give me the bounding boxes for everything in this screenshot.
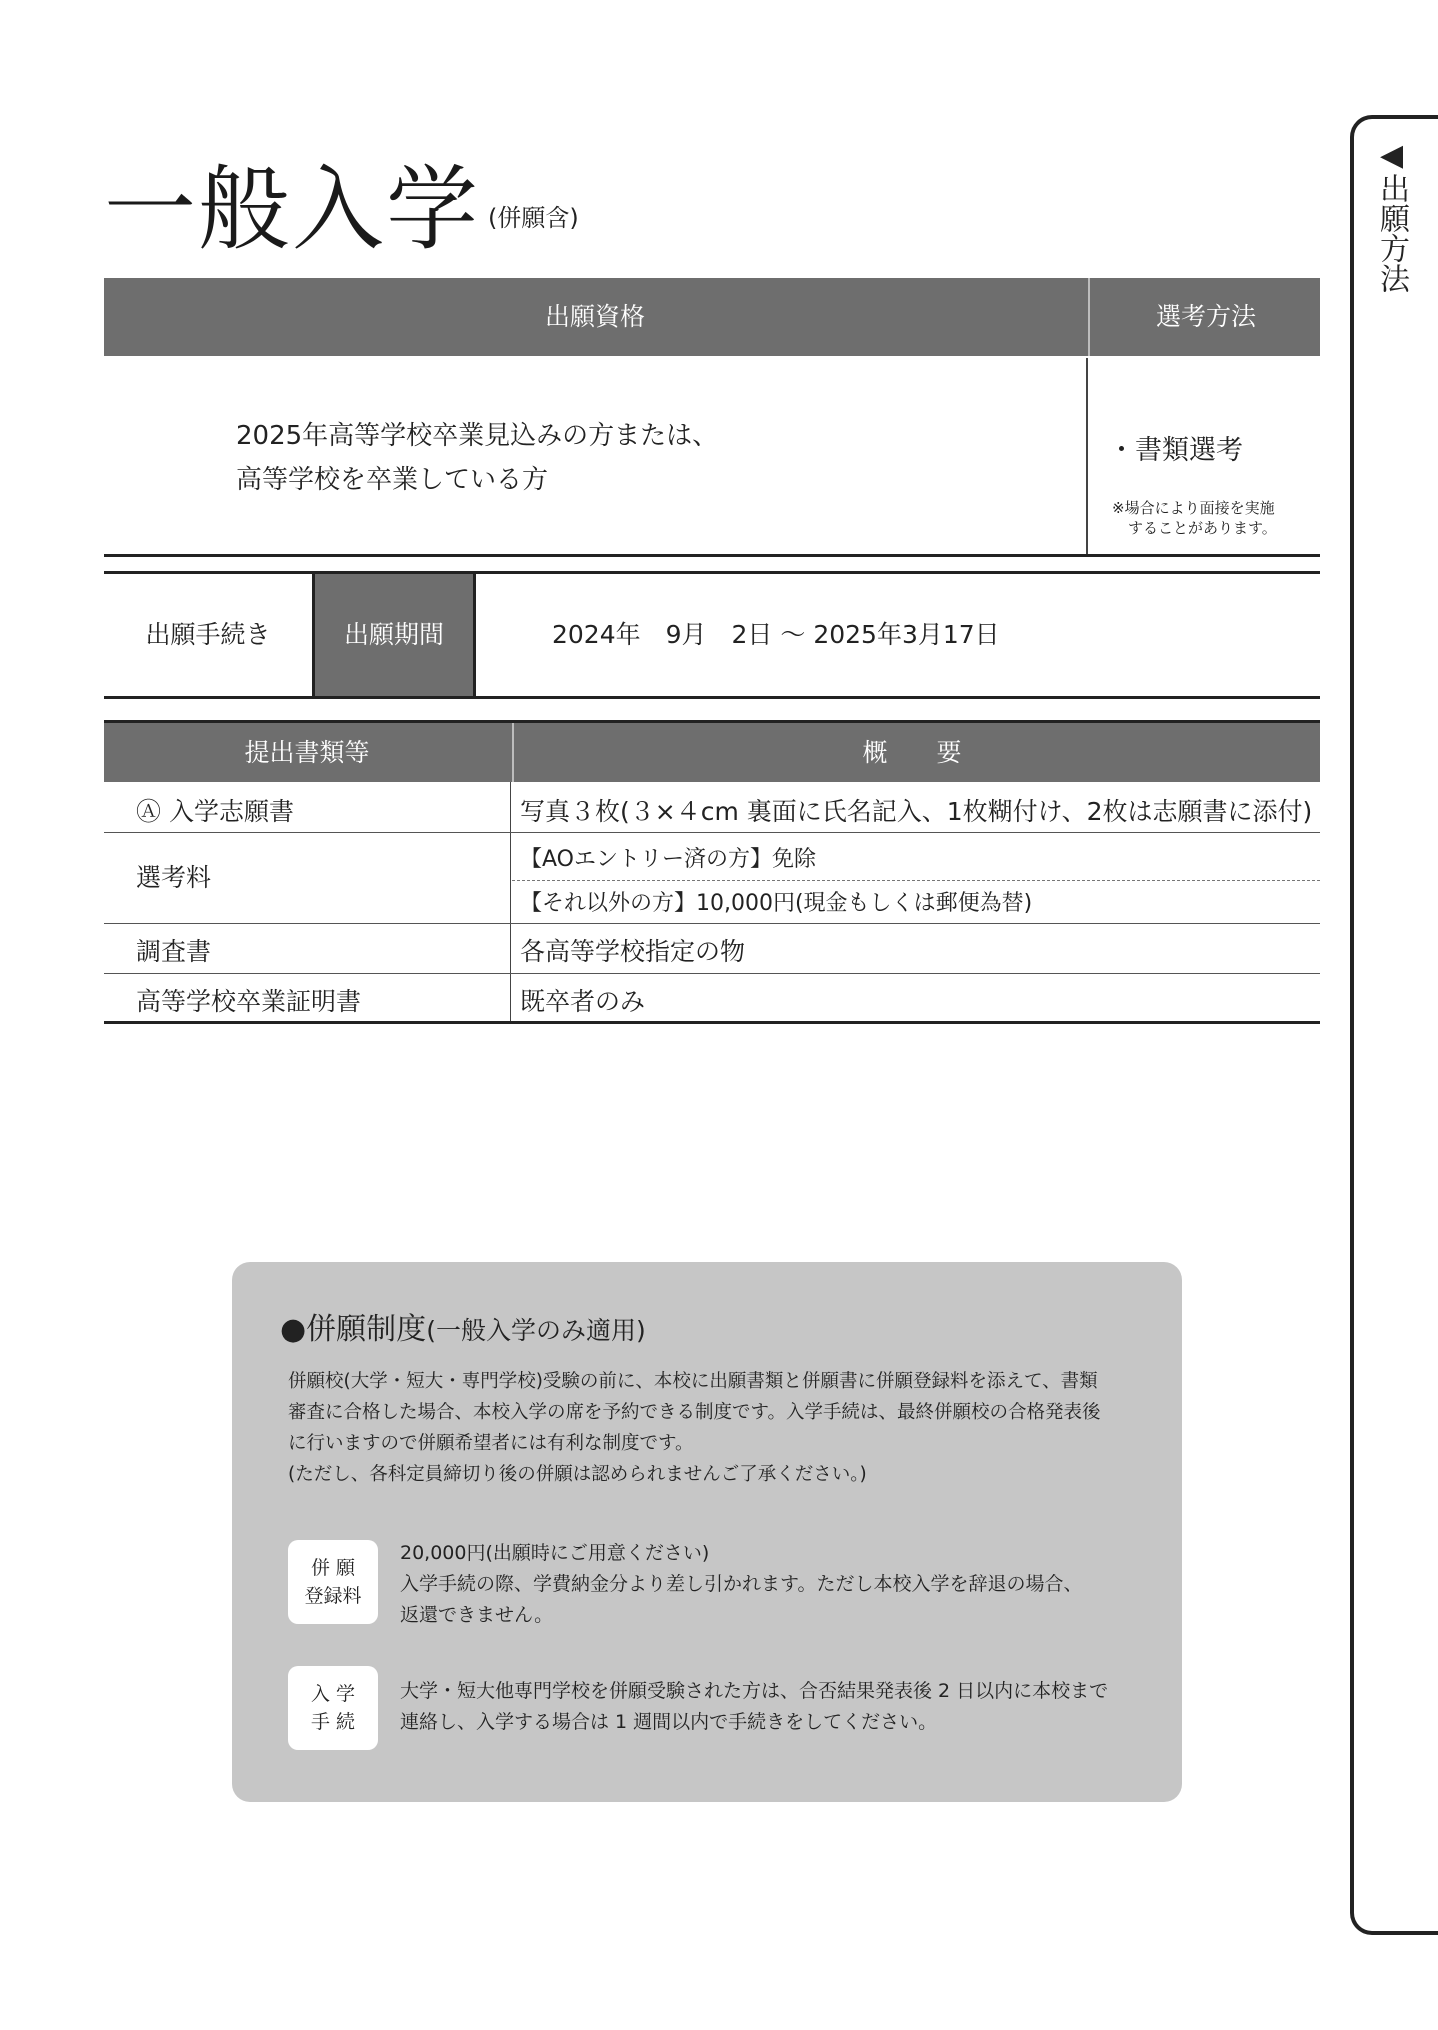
heigan-description: [288, 1366, 1168, 1490]
doc-row-4-desc: 既卒者のみ: [520, 987, 646, 1016]
doc-row-4-name: 高等学校卒業証明書: [136, 987, 362, 1016]
fee-line-3: 返還できません。: [400, 1604, 554, 1626]
selection-note-line-2: することがあります。: [1128, 519, 1277, 537]
doc-row-3-name: 調査書: [136, 937, 212, 966]
row-rule: [104, 923, 1320, 924]
doc-row-1-desc: 写真３枚(３×４cm 裏面に氏名記入、1枚糊付け、2枚は志願書に添付): [520, 797, 1313, 826]
qualification-divider: [1086, 358, 1088, 554]
registration-fee-badge: [288, 1540, 378, 1624]
selection-method: ・書類選考: [1108, 435, 1243, 466]
documents-divider: [510, 782, 511, 1022]
page-title: 一般入学: [104, 156, 481, 263]
heigan-para-line-4: (ただし、各科定員締切り後の併願は認められませんご了承ください。): [288, 1464, 867, 1485]
procedure-label: 出願手続き: [145, 620, 271, 649]
row-rule: [104, 832, 1320, 833]
qualification-header-left: 出願資格: [544, 302, 645, 331]
doc-row-2-desc-1: 【AOエントリー済の方】免除: [520, 847, 816, 872]
heigan-para-line-1: 併願校(大学・短大・専門学校)受験の前に、本校に出願書類と併願書に併願登録料を添えて、書類: [288, 1371, 1098, 1392]
documents-header-right: 概 要: [512, 723, 1322, 782]
documents-header-left: 提出書類等: [244, 738, 370, 767]
period-value: 2024年 9月 2日 ～ 2025年3月17日: [552, 620, 1000, 649]
procedure-line-2: 連絡し、入学する場合は 1 週間以内で手続きをしてください。: [400, 1711, 938, 1733]
fee-line-1: 20,000円(出願時にご用意ください): [400, 1542, 710, 1564]
selection-note-line-1: ※場合により面接を実施: [1112, 499, 1275, 517]
side-tab[interactable]: [1350, 115, 1438, 1935]
row-dashed-rule: [512, 880, 1320, 881]
heigan-title-sub: (一般入学のみ適用): [426, 1316, 646, 1345]
doc-row-2-name: 選考料: [136, 863, 212, 892]
registration-fee-text: [400, 1538, 1082, 1631]
fee-line-2: 入学手続の際、学費納金分より差し引かれます。ただし本校入学を辞退の場合、: [400, 1573, 1083, 1595]
heigan-para-line-3: に行いますので併願希望者には有利な制度です。: [288, 1433, 694, 1454]
qualification-header-right: 選考方法: [1088, 278, 1322, 356]
heigan-para-line-2: 審査に合格した場合、本校入学の席を予約できる制度です。入学手続は、最終併願校の合格発表後: [288, 1402, 1101, 1423]
selection-note: [1112, 498, 1312, 538]
enrollment-procedure-text: [400, 1676, 1108, 1738]
badge-2-line-2: 手 続: [310, 1711, 356, 1733]
doc-row-2-desc-2: 【それ以外の方】10,000円(現金もしくは郵便為替): [520, 891, 1033, 916]
qualification-line-1: 2025年高等学校卒業見込みの方または、: [236, 421, 719, 451]
doc-row-3-desc: 各高等学校指定の物: [520, 937, 746, 966]
procedure-line-1: 大学・短大他専門学校を併願受験された方は、合否結果発表後 2 日以内に本校まで: [400, 1680, 1109, 1702]
qualification-header: [104, 278, 1320, 356]
documents-bottom-rule: [104, 1021, 1320, 1024]
doc-row-1-name: Ⓐ 入学志願書: [136, 797, 294, 826]
row-rule: [104, 973, 1320, 974]
heigan-title: [280, 1304, 646, 1348]
procedure-bottom-rule: [104, 696, 1320, 699]
qualification-text: [236, 414, 718, 502]
badge-1-line-1: 併 願: [310, 1557, 356, 1579]
heigan-title-main: ●併願制度: [280, 1312, 427, 1347]
page-title-sub: (併願含): [488, 204, 579, 232]
badge-2-line-1: 入 学: [310, 1683, 356, 1705]
period-label: 出願期間: [312, 574, 476, 696]
badge-1-line-2: 登録料: [304, 1585, 362, 1607]
qualification-line-2: 高等学校を卒業している方: [236, 465, 549, 495]
enrollment-procedure-badge: [288, 1666, 378, 1750]
documents-header: [104, 720, 1320, 782]
qualification-bottom-rule: [104, 554, 1320, 557]
side-tab-label: ◀出願方法: [1374, 138, 1409, 293]
